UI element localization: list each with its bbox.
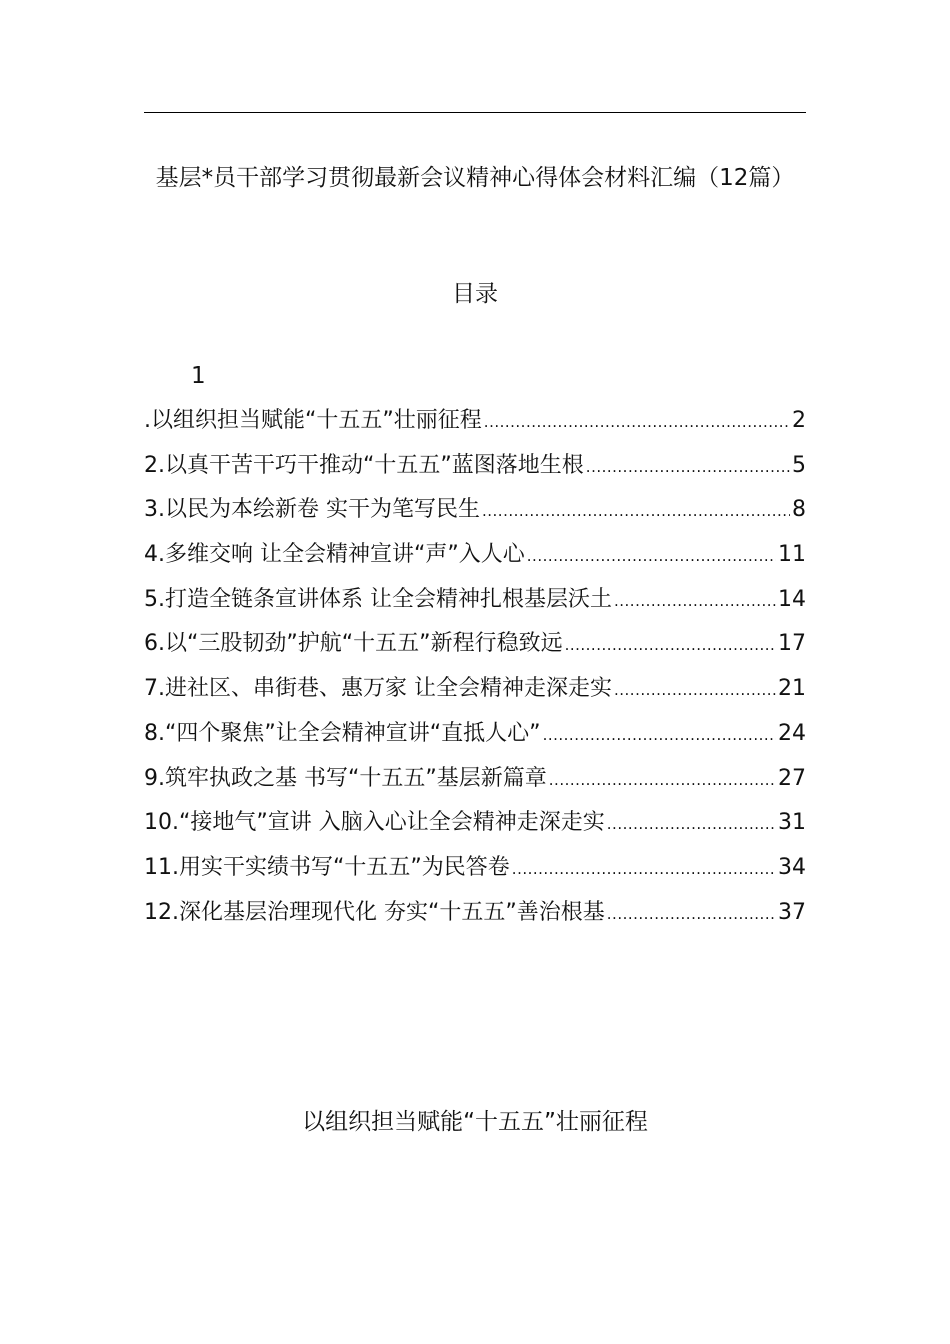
toc-entry-page: 11 [778,542,806,568]
toc-entry-title: 3.以民为本绘新卷 实干为笔写民生 [144,497,480,523]
toc-entry-title: 5.打造全链条宣讲体系 让全会精神扎根基层沃土 [144,586,612,612]
toc-dot-leader [484,404,790,440]
toc-entry[interactable] [144,537,806,582]
toc-dot-leader [607,896,776,932]
toc-entry-title: 7.进社区、串街巷、惠万家 让全会精神走深走实 [144,676,612,702]
toc-entry[interactable] [144,403,806,448]
toc-dot-leader [614,672,776,708]
toc-entry-page: 17 [778,631,806,657]
table-of-contents [144,403,806,939]
toc-entry-page: 27 [778,765,806,791]
toc-entry-page: 2 [792,408,806,433]
toc-prefix-number: 1 [191,363,206,389]
toc-dot-leader [614,583,776,619]
toc-entry[interactable] [144,582,806,627]
toc-entry-title: 6.以“三股韧劲”护航“十五五”新程行稳致远 [144,631,563,657]
toc-dot-leader [607,806,776,842]
toc-entry[interactable] [144,895,806,940]
toc-entry-title: 11.用实干实绩书写“十五五”为民答卷 [144,854,510,880]
toc-dot-leader [527,538,776,574]
toc-entry[interactable] [144,805,806,850]
toc-entry[interactable] [144,850,806,895]
toc-entry-page: 31 [778,810,806,836]
toc-entry-page: 8 [792,497,806,523]
toc-entry-title: 10.“接地气”宣讲 入脑入心让全会精神走深走实 [144,810,605,836]
toc-entry[interactable] [144,761,806,806]
toc-entry-page: 5 [792,452,806,478]
toc-entry[interactable] [144,492,806,537]
toc-entry[interactable] [144,448,806,493]
toc-heading: 目录 [452,281,498,307]
header-rule [144,112,806,113]
toc-entry-title: 9.筑牢执政之基 书写“十五五”基层新篇章 [144,765,547,791]
toc-entry[interactable] [144,626,806,671]
toc-entry-page: 34 [778,854,806,880]
toc-dot-leader [549,762,776,798]
toc-entry-title: 4.多维交响 让全会精神宣讲“声”入人心 [144,542,525,568]
toc-dot-leader [565,627,776,663]
toc-entry-title: 8.“四个聚焦”让全会精神宣讲“直抵人心” [144,720,541,746]
section-title: 以组织担当赋能“十五五”壮丽征程 [302,1109,648,1135]
toc-entry-title: 12.深化基层治理现代化 夯实“十五五”善治根基 [144,899,605,925]
toc-dot-leader [512,851,776,887]
toc-entry-title: .以组织担当赋能“十五五”壮丽征程 [144,408,482,433]
toc-entry-title: 2.以真干苦干巧干推动“十五五”蓝图落地生根 [144,452,584,478]
toc-entry-page: 14 [778,586,806,612]
toc-dot-leader [586,449,790,485]
toc-entry[interactable] [144,716,806,761]
toc-entry[interactable] [144,671,806,716]
document-title: 基层*员干部学习贯彻最新会议精神心得体会材料汇编（12篇） [155,165,795,191]
toc-entry-page: 37 [778,899,806,925]
toc-dot-leader [543,717,776,753]
toc-entry-page: 24 [778,720,806,746]
toc-dot-leader [482,493,790,529]
toc-entry-page: 21 [778,676,806,702]
